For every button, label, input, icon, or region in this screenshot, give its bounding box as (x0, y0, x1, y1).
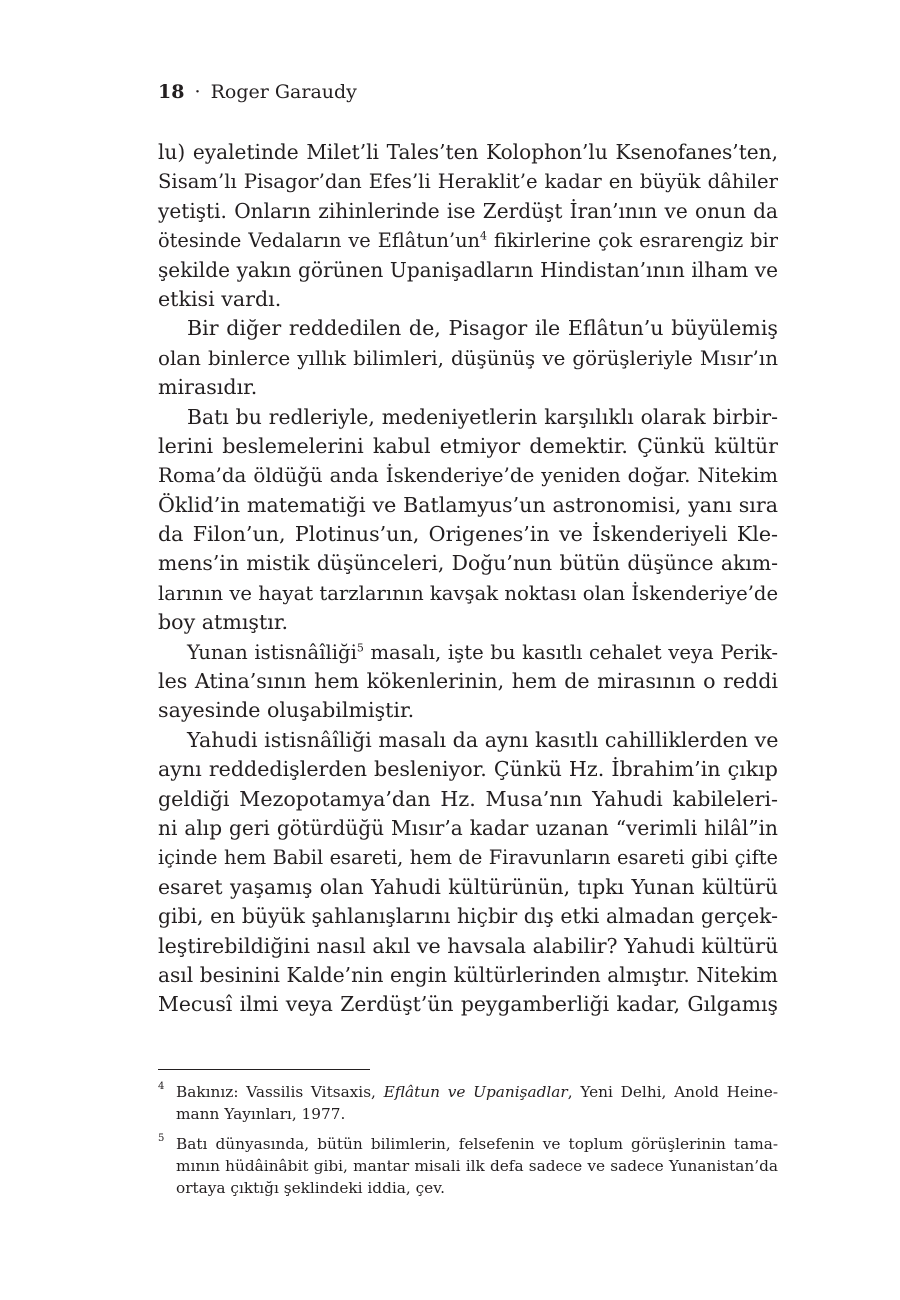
body-line-17: boy atmıştır. (158, 610, 288, 635)
footnote-ref-4: 4 (480, 229, 488, 243)
body-text (158, 138, 778, 1020)
body-line-29: asıl besinini Kalde’nin engin kültürlerinden almıştır. Nitekim (158, 962, 778, 987)
body-line-3: yetişti. Onların zihinlerinde ise Zerdüşt İran’ının ve onun da (158, 198, 778, 223)
footnote-5-line-1 (158, 1133, 778, 1155)
body-line-19: les Atina’sının hem kökenlerinin, hem de mirasının o reddi (158, 669, 778, 694)
body-line-15: mens’in mistik düşünceleri, Doğu’nun bütün düşünce akım- (158, 551, 778, 576)
body-line-20: sayesinde oluşabilmiştir. (158, 698, 415, 723)
body-line-7: Bir diğer reddedilen de, Pisagor ile Eflâtun’u büyülemiş (187, 316, 778, 341)
body-line-23: geldiği Mezopotamya’dan Hz. Musa’nın Yahudi kabileleri- (158, 786, 778, 811)
body-line-21: Yahudi istisnâîliği masalı da aynı kasıtlı cahilliklerden ve (187, 727, 779, 752)
footnote-5-line-2: mının hüdâinâbit gibi, mantar misali ilk defa sadece ve sadece Yunanistan’da (176, 1157, 778, 1175)
body-line-5: şekilde yakın görünen Upanişadların Hindistan’ının ilham ve (158, 257, 778, 282)
running-head (158, 80, 357, 104)
body-line-28: leştirebildiğini nasıl akıl ve havsala alabilir? Yahudi kültürü (158, 933, 779, 958)
body-line-1: lu) eyaletinde Milet’li Tales’ten Kolophon’lu Ksenofanes’ten, (158, 140, 778, 164)
body-line-10: Batı bu redleriyle, medeniyetlerin karşılıklı olarak birbir- (187, 404, 778, 429)
footnote-4-line-2: mann Yayınları, 1977. (176, 1105, 346, 1123)
body-line-18 (158, 638, 778, 667)
body-line-25: içinde hem Babil esareti, hem de Firavunların esareti gibi çifte (158, 846, 778, 870)
body-line-30: Mecusî ilmi veya Zerdüşt’ün peygamberliği kadar, Gılgamış (158, 992, 778, 1017)
footnote-5-text-1: Batı dünyasında, bütün bilimlerin, felsefenin ve toplum görüşlerinin tama- (176, 1135, 778, 1153)
footnote-divider (158, 1069, 370, 1070)
body-line-11: lerini beslemelerini kabul etmiyor demektir. Çünkü kültür (158, 433, 778, 458)
footnote-ref-5: 5 (356, 641, 364, 655)
footnote-4-text-a: Bakınız: Vassilis Vitsaxis, (176, 1083, 384, 1101)
body-line-18-text-b: masalı, işte bu kasıtlı cehalet veya Perik- (363, 640, 778, 664)
footnote-5-line-3: ortaya çıktığı şeklindeki iddia, çev. (176, 1179, 445, 1197)
footnote-4-mark: 4 (158, 1081, 165, 1092)
body-line-26: esaret yaşamış olan Yahudi kültürünün, tıpkı Yunan kültürü (158, 874, 778, 899)
body-line-4 (158, 226, 778, 255)
body-line-24: ni alıp geri götürdüğü Mısır’a kadar uzanan “verimli hilâl”in (158, 815, 778, 840)
footnotes (158, 1081, 778, 1199)
body-line-18-text-a: Yunan istisnâîliği (187, 640, 357, 664)
body-line-8: olan binlerce yıllık bilimleri, düşünüş ve görüşleriyle Mısır’ın (158, 346, 778, 370)
body-line-12: Roma’da öldüğü anda İskenderiye’de yeniden doğar. Nitekim (158, 464, 778, 488)
body-line-14: da Filon’un, Plotinus’un, Origenes’in ve İskenderiyeli Kle- (158, 522, 778, 547)
body-line-16: larının ve hayat tarzlarının kavşak noktası olan İskenderiye’de (158, 581, 779, 605)
body-line-2: Sisam’lı Pisagor’dan Efes’li Heraklit’e kadar en büyük dâhiler (158, 170, 778, 194)
body-line-4-text-b: fikirlerine çok esrarengiz bir (487, 229, 778, 253)
footnote-spacer (158, 1125, 778, 1133)
running-head-author: Roger Garaudy (210, 81, 357, 103)
body-line-13: Öklid’in matematiği ve Batlamyus’un astronomisi, yanı sıra (158, 492, 778, 517)
body-line-27: gibi, en büyük şahlanışlarını hiçbir dış etki almadan gerçek- (158, 904, 778, 929)
running-head-separator: · (194, 81, 201, 103)
footnote-5-mark: 5 (158, 1133, 165, 1144)
footnote-4-line-1 (158, 1081, 778, 1103)
body-line-9: mirasıdır. (158, 375, 258, 400)
page-number: 18 (158, 81, 185, 103)
footnote-4-book-title: Eflâtun ve Upanişadlar (383, 1083, 568, 1101)
body-line-22: aynı reddedişlerden besleniyor. Çünkü Hz. İbrahim’in çıkıp (158, 757, 778, 782)
footnote-4-text-b: , Yeni Delhi, Anold Heine- (567, 1083, 778, 1101)
body-line-4-text-a: ötesinde Vedaların ve Eflâtun’un (158, 229, 481, 253)
body-line-6: etkisi vardı. (158, 286, 282, 311)
